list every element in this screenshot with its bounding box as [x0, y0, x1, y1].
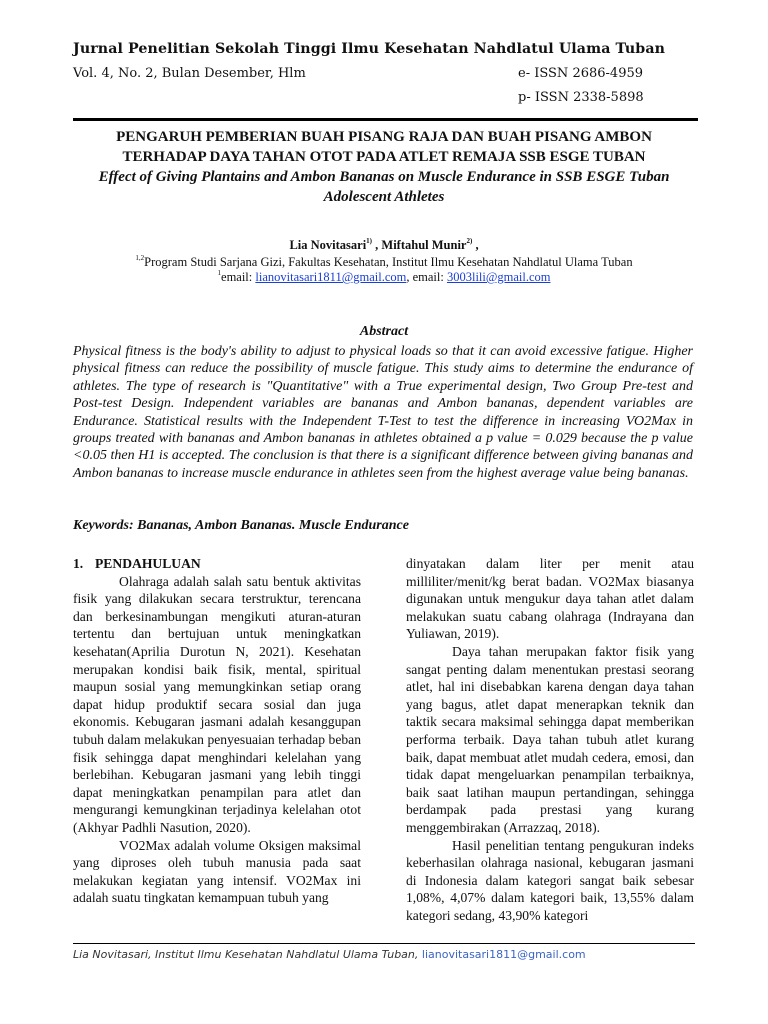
paragraph: Olahraga adalah salah satu bentuk aktivitas fisik yang dilakukan secara terstruktur, terencana dan berkesinambungan mengikuti aturan-aturan tertentu dan bertujuan untuk meningkatkan kesehatan(Aprilia Durotun N, 2021). Kesehatan merupakan kondisi baik fisik, mental, spiritual maupun sosial yang memungkinkan setiap orang dapat hidup produktif secara sosial dan juga ekonomis. Kebugaran jasmani adalah kesanggupan tubuh dalam melakukan penyesuaian terhadap beban fisik sehingga dapat menghindari kelelahan yang berlebihan. Kebugaran jasmani yang lebih tinggi dapat meningkatkan penampilan para atlet dan mengurangi kemungkinan terjadinya kelelahan otot (Akhyar Padhli Nasution, 2020).: [73, 573, 361, 835]
eissn: e- ISSN 2686-4959: [518, 66, 644, 81]
body-column-right: [406, 555, 694, 924]
paragraph: VO2Max adalah volume Oksigen maksimal yang diproses oleh tubuh manusia pada saat melakukan kegiatan yang intensif. VO2Max ini adalah suatu tingkatan kemampuan tubuh yang: [73, 837, 361, 906]
email-link-2[interactable]: 3003lili@gmail.com: [446, 270, 551, 284]
journal-name: Jurnal Penelitian Sekolah Tinggi Ilmu Kesehatan Nahdlatul Ulama Tuban: [73, 41, 666, 57]
author-list: [73, 238, 695, 253]
author-1: Lia Novitasari: [289, 238, 367, 252]
paragraph: Daya tahan merupakan faktor fisik yang sangat penting dalam menentukan prestasi seorang atlet, hal ini disebabkan karena dengan daya tahan yang bagus, atlet dapat menerapkan teknik dan taktik secara maksimal sehingga dapat memberikan performa terbaik. Daya tahan tubuh atlet kurang baik, dapat membuat atlet mudah cedera, emosi, dan tidak dapat mengeluarkan penampilan terbaiknya, baik saat latihan maupun pertandingan, sehingga berdampak pada prestasi yang kurang menggembirakan (Arrazzaq, 2018).: [406, 643, 694, 835]
author-trail: ,: [472, 238, 479, 252]
email-label-2: , email:: [406, 270, 447, 284]
affiliation: [73, 255, 695, 270]
author-1-mark: 1): [366, 237, 373, 245]
title-line-1: PENGARUH PEMBERIAN BUAH PISANG RAJA DAN BUAH PISANG AMBON: [116, 129, 652, 145]
abstract-heading: Abstract: [359, 324, 409, 339]
email-link-1[interactable]: lianovitasari1811@gmail.com: [255, 270, 407, 284]
page-footer: [73, 948, 586, 961]
footer-divider: [73, 943, 695, 944]
title-line-2: TERHADAP DAYA TAHAN OTOT PADA ATLET REMAJA SSB ESGE TUBAN: [122, 148, 646, 165]
title-en-line-2: Adolescent Athletes: [323, 188, 445, 205]
email-label-1: email:: [221, 270, 256, 284]
body-column-left: [73, 555, 361, 907]
email-mark: 1: [217, 269, 222, 277]
section-number: 1.: [73, 556, 84, 571]
volume-info: Vol. 4, No. 2, Bulan Desember, Hlm: [73, 66, 306, 81]
paper-title-english: [73, 168, 695, 207]
author-emails: [73, 270, 695, 285]
author-2-mark: 2): [466, 237, 473, 245]
section-heading: [73, 555, 361, 573]
paragraph: Hasil penelitian tentang pengukuran indeks keberhasilan olahraga nasional, kebugaran jasmani di Indonesia dalam kategori sangat baik sebesar 1,08%, 4,07% dalam kategori baik, 13,55% dalam kategori sedang, 43,90% kategori: [406, 837, 694, 923]
section-title: PENDAHULUAN: [95, 556, 201, 571]
author-separator: ,: [372, 238, 382, 252]
keywords: Keywords: Bananas, Ambon Bananas. Muscle Endurance: [73, 518, 409, 533]
header-divider: [73, 118, 698, 121]
affiliation-text: Program Studi Sarjana Gizi, Fakultas Kesehatan, Institut Ilmu Kesehatan Nahdlatul Ulama Tuban: [144, 255, 633, 269]
affiliation-mark: 1,2: [135, 254, 145, 262]
author-2: Miftahul Munir: [381, 238, 467, 252]
footer-text: Lia Novitasari, Institut Ilmu Kesehatan Nahdlatul Ulama Tuban,: [73, 948, 422, 961]
footer-email[interactable]: lianovitasari1811@gmail.com: [421, 948, 586, 961]
abstract-text: Physical fitness is the body's ability to adjust to physical loads so that it can avoid excessive fatigue. Higher physical fitness can reduce the possibility of muscle fatigue. This study aims to determine the endurance of athletes. The type of research is "Quantitative" with a True experimental design, Two Group Pre-test and Post-test Design. Independent variables are bananas and Ambon bananas, dependent variables are Endurance. Statistical results with the Independent T-Test to test the difference in increasing VO2Max in groups treated with bananas and Ambon bananas in athletes obtained a p value = 0.029 because the p value <0.05 then H1 is accepted. The conclusion is that there is a significant difference between giving bananas and Ambon bananas to increase muscle endurance in athletes seen from the highest average value being bananas.: [73, 344, 693, 481]
pissn: p- ISSN 2338-5898: [518, 90, 644, 105]
title-en-line-1: Effect of Giving Plantains and Ambon Bananas on Muscle Endurance in SSB ESGE Tuban: [98, 169, 670, 185]
paragraph: dinyatakan dalam liter per menit atau milliliter/menit/kg berat badan. VO2Max biasanya digunakan untuk mengukur daya tahan atlet dalam melakukan suatu cabang olahraga (Indrayana dan Yuliawan, 2019).: [406, 556, 694, 642]
paper-title-indonesian: [73, 128, 695, 167]
